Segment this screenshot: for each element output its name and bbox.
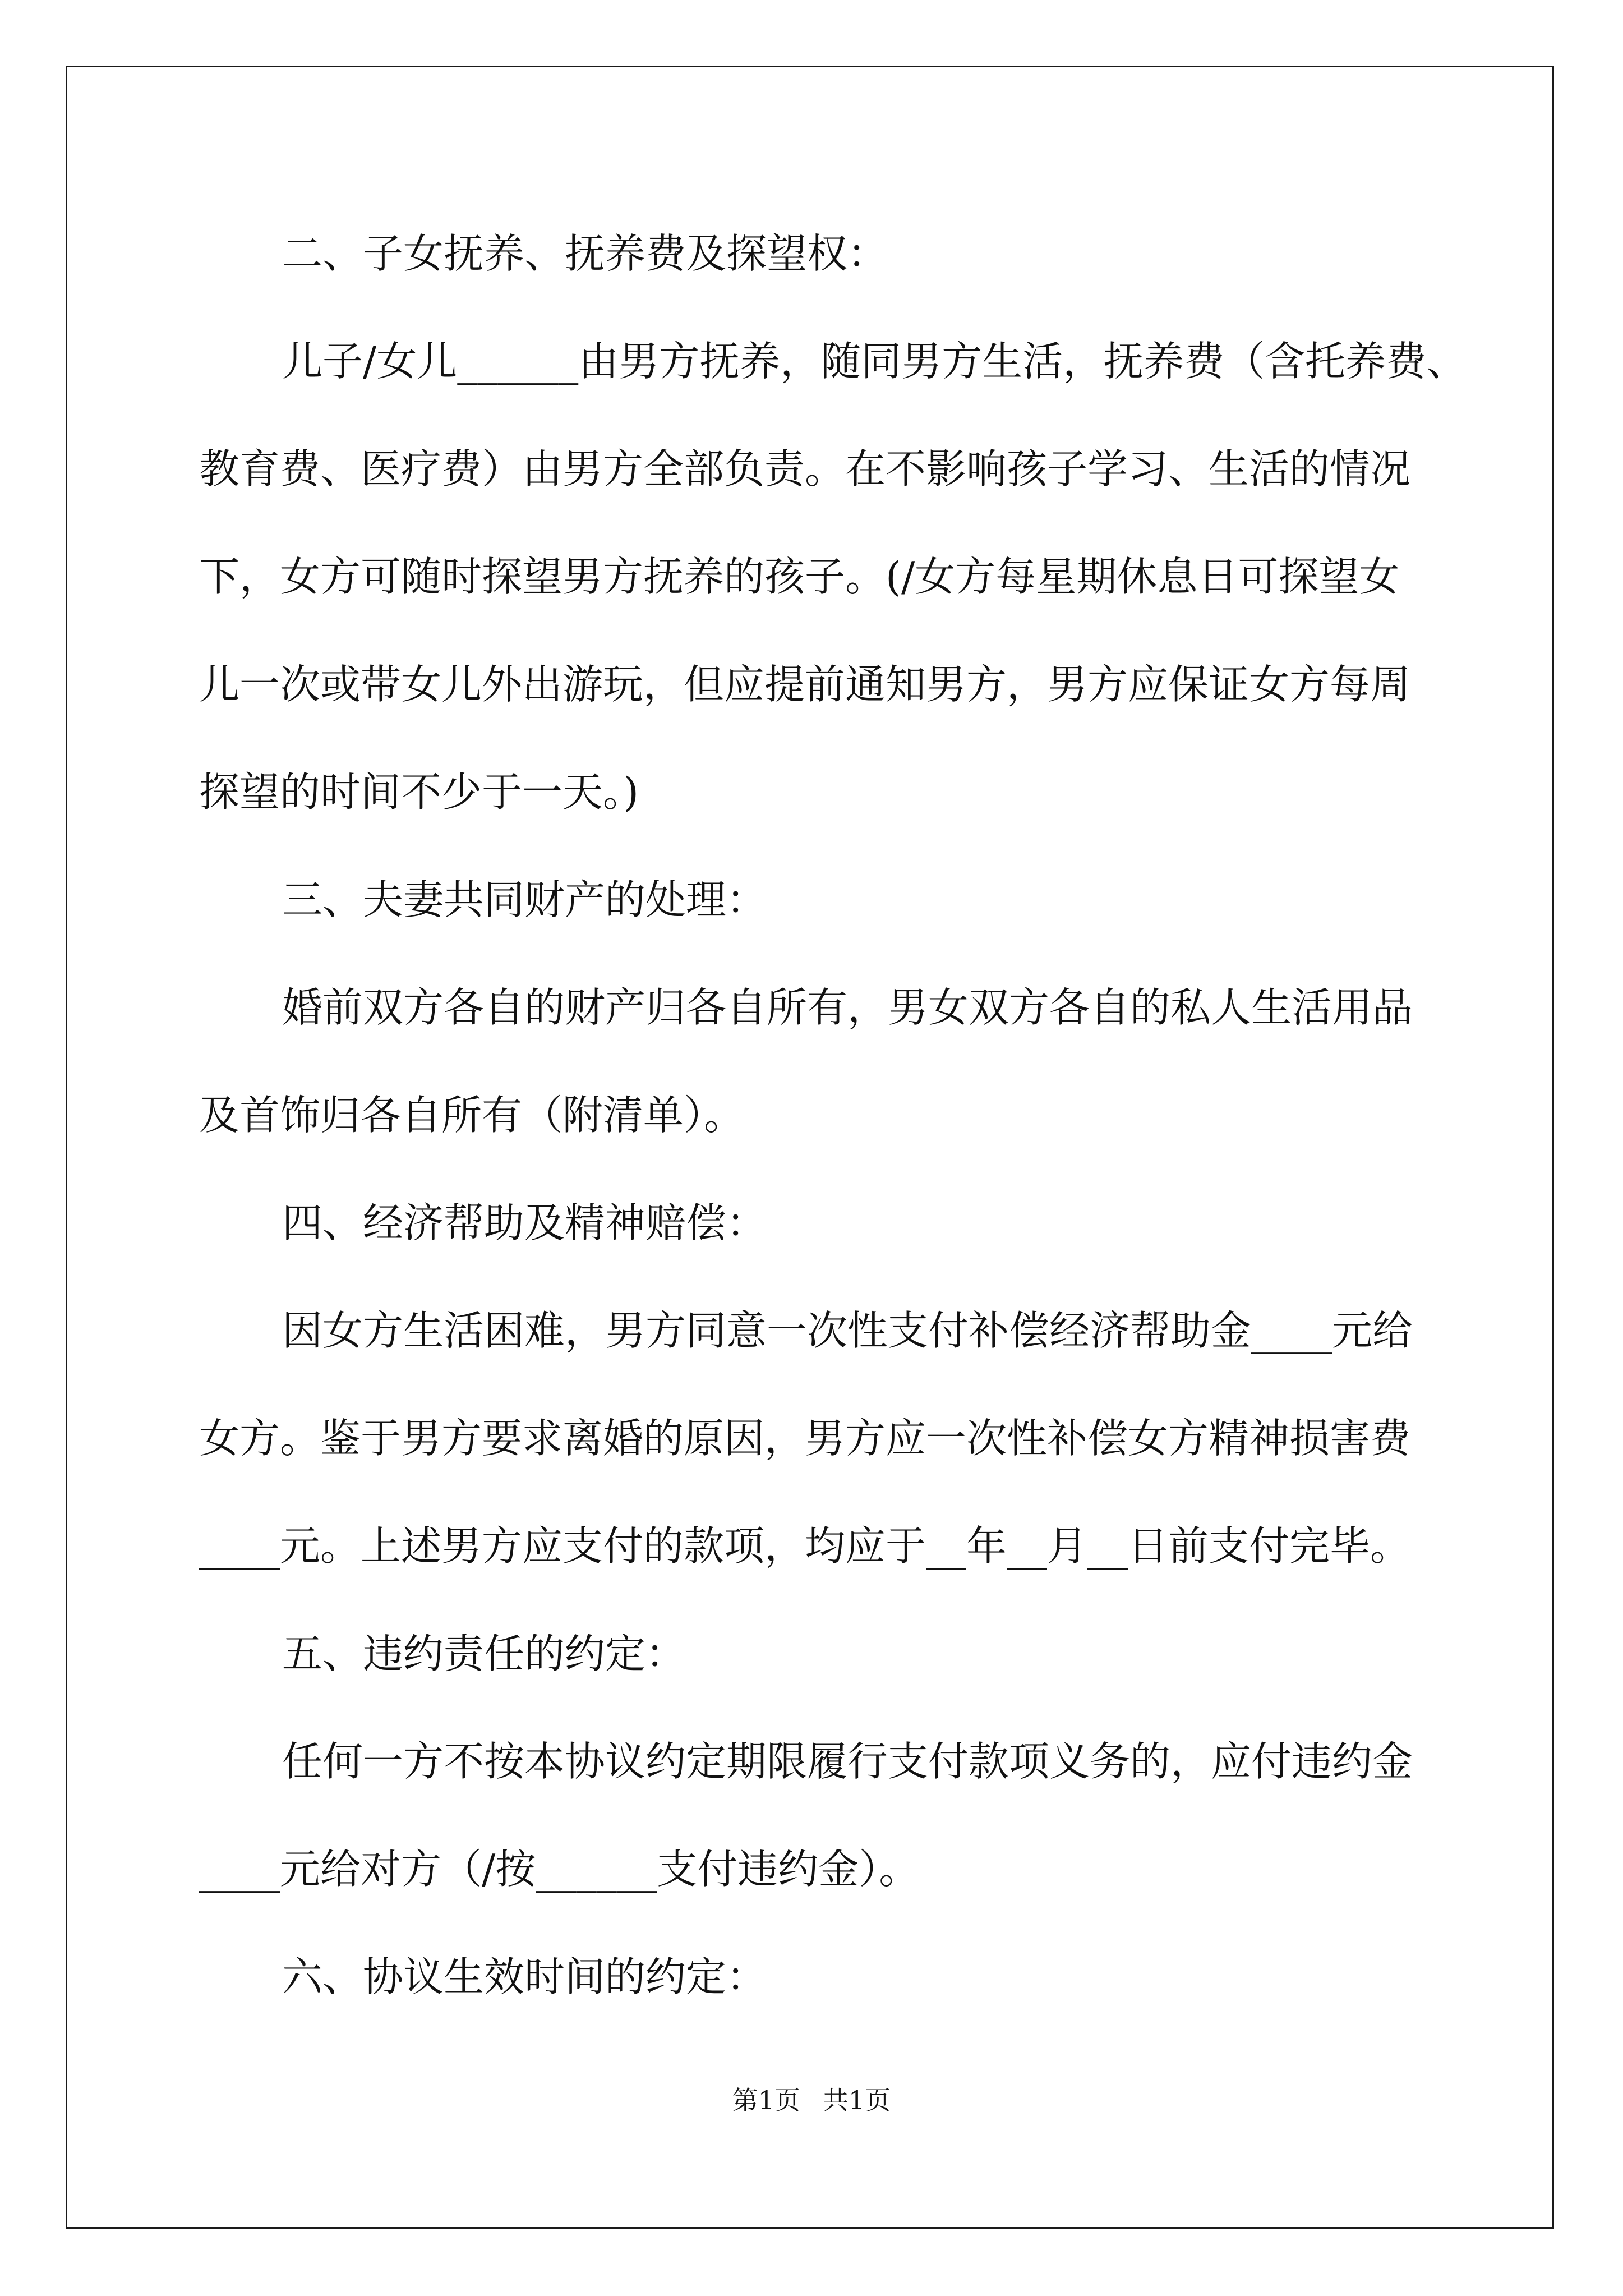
paragraph-line: 女方。鉴于男方要求离婚的原因，男方应一次性补偿女方精神损害费: [199, 1415, 1411, 1462]
paragraph-line: ____元。上述男方应支付的款项，均应于__年__月__日前支付完毕。: [199, 1522, 1411, 1570]
paragraph-line: 探望的时间不少于一天。): [199, 769, 639, 816]
paragraph-line: 任何一方不按本协议约定期限履行支付款项义务的，应付违约金: [282, 1738, 1413, 1785]
page-border: [66, 66, 1554, 2229]
paragraph-line: 儿子/女儿______由男方抚养，随同男方生活，抚养费（含托养费、: [282, 338, 1467, 385]
section-heading-property: 三、夫妻共同财产的处理：: [282, 876, 767, 923]
page-footer: [0, 2083, 1623, 2117]
paragraph-line: 婚前双方各自的财产归各自所有，男女双方各自的私人生活用品: [282, 984, 1413, 1031]
section-heading-breach: 五、违约责任的约定：: [282, 1630, 686, 1677]
page-number-current: 第1页: [732, 2085, 800, 2115]
paragraph-line: 下，女方可随时探望男方抚养的孩子。(/女方每星期休息日可探望女: [199, 553, 1400, 600]
section-heading-compensation: 四、经济帮助及精神赔偿：: [282, 1199, 767, 1246]
section-heading-custody: 二、子女抚养、抚养费及探望权：: [282, 230, 888, 277]
paragraph-line: 及首饰归各自所有（附清单）。: [199, 1092, 745, 1139]
paragraph-line: 因女方生活困难，男方同意一次性支付补偿经济帮助金____元给: [282, 1307, 1413, 1354]
page-number-total: 共1页: [823, 2085, 891, 2115]
paragraph-line: ____元给对方（/按______支付违约金）。: [199, 1846, 920, 1893]
section-heading-effective-date: 六、协议生效时间的约定：: [282, 1953, 767, 2000]
paragraph-line: 教育费、医疗费）由男方全部负责。在不影响孩子学习、生活的情况: [199, 445, 1411, 493]
paragraph-line: 儿一次或带女儿外出游玩，但应提前通知男方，男方应保证女方每周: [199, 661, 1411, 708]
